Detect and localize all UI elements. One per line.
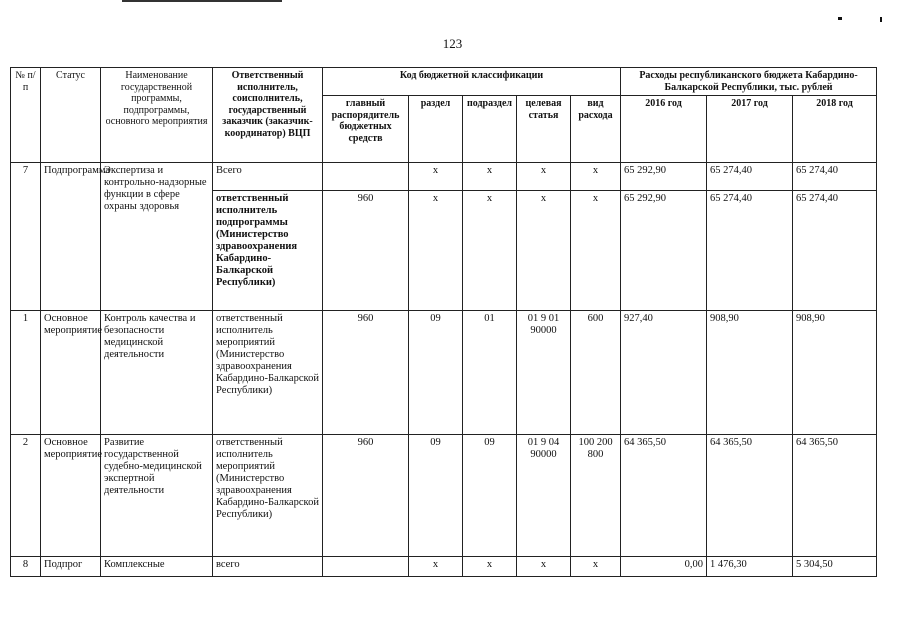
row-responsible: ответственный исполнитель мероприятий (Министерство здравоохранения Кабардино-Балкарской Республики) (213, 435, 323, 557)
row-2016: 927,40 (621, 311, 707, 435)
col-header-name: Наименование государственной программы, подпрограммы, основного мероприятия (101, 68, 213, 163)
table-row (11, 163, 877, 191)
row-section: 09 (409, 311, 463, 435)
row-2016: 65 292,90 (621, 163, 707, 191)
col-header-bk-code: Код бюджетной классификации (323, 68, 621, 96)
row-status: Подпрограмма (41, 163, 101, 311)
col-header-2017: 2017 год (707, 96, 793, 163)
row-grbs (323, 163, 409, 191)
table-row (11, 311, 877, 435)
row-name: Развитие государственной судебно-медицинской экспертной деятельности (101, 435, 213, 557)
scan-mark (838, 17, 842, 20)
row-target: x (517, 557, 571, 577)
page-number: 123 (442, 36, 463, 51)
row-type: x (571, 557, 621, 577)
row-name: Контроль качества и безопасности медицинской деятельности (101, 311, 213, 435)
row-grbs: 960 (323, 311, 409, 435)
row-name: Экспертиза и контрольно-надзорные функции в сфере охраны здоровья (101, 163, 213, 311)
row-section: 09 (409, 435, 463, 557)
header-row (11, 68, 877, 96)
top-edge-rule (122, 0, 282, 2)
row-2017: 65 274,40 (707, 191, 793, 311)
row-2018: 65 274,40 (793, 191, 877, 311)
row-target: x (517, 191, 571, 311)
row-section: x (409, 191, 463, 311)
row-2017: 65 274,40 (707, 163, 793, 191)
row-subsection: 09 (463, 435, 517, 557)
row-num: 2 (11, 435, 41, 557)
row-2016: 0,00 (621, 557, 707, 577)
row-subsection: x (463, 163, 517, 191)
row-num: 7 (11, 163, 41, 311)
row-num: 8 (11, 557, 41, 577)
row-target: 01 9 01 90000 (517, 311, 571, 435)
row-subsection: 01 (463, 311, 517, 435)
row-type: x (571, 191, 621, 311)
col-header-subsection: подраздел (463, 96, 517, 163)
row-subsection: x (463, 557, 517, 577)
row-type: 600 (571, 311, 621, 435)
col-header-grbs: главный распорядитель бюджетных средств (323, 96, 409, 163)
col-header-status: Статус (41, 68, 101, 163)
row-name: Комплексные (101, 557, 213, 577)
row-target: x (517, 163, 571, 191)
row-subsection: x (463, 191, 517, 311)
row-section: x (409, 163, 463, 191)
row-status: Основное мероприятие (41, 311, 101, 435)
row-grbs: 960 (323, 435, 409, 557)
row-2018: 64 365,50 (793, 435, 877, 557)
row-num: 1 (11, 311, 41, 435)
col-header-num: № п/п (11, 68, 41, 163)
row-grbs: 960 (323, 191, 409, 311)
row-2017: 1 476,30 (707, 557, 793, 577)
row-2018: 5 304,50 (793, 557, 877, 577)
row-status: Подпрог (41, 557, 101, 577)
table-row (11, 435, 877, 557)
scan-mark (880, 17, 882, 22)
row-grbs (323, 557, 409, 577)
col-header-expense-type: вид расхода (571, 96, 621, 163)
row-2018: 908,90 (793, 311, 877, 435)
row-status: Основное мероприятие (41, 435, 101, 557)
row-2016: 64 365,50 (621, 435, 707, 557)
col-header-2018: 2018 год (793, 96, 877, 163)
row-responsible-text: ответственный исполнитель подпрограммы (Министерство здравоохранения Кабардино-Балкарской Республики) (216, 193, 298, 288)
col-header-target-item: целевая статья (517, 96, 571, 163)
row-2017: 64 365,50 (707, 435, 793, 557)
table-row (11, 557, 877, 577)
row-2017: 908,90 (707, 311, 793, 435)
col-header-expenses: Расходы республиканского бюджета Кабардино-Балкарской Республики, тыс. рублей (621, 68, 877, 96)
row-target: 01 9 04 90000 (517, 435, 571, 557)
row-section: x (409, 557, 463, 577)
col-header-section: раздел (409, 96, 463, 163)
col-header-responsible: Ответственный исполнитель, соисполнитель, государственный заказчик (заказчик-координатор) ВЦП (213, 68, 323, 163)
budget-table (10, 67, 877, 577)
row-type: 100 200 800 (571, 435, 621, 557)
row-2018: 65 274,40 (793, 163, 877, 191)
row-responsible: всего (213, 557, 323, 577)
row-responsible: ответственный исполнитель мероприятий (Министерство здравоохранения Кабардино-Балкарской Республики) (213, 311, 323, 435)
col-header-2016: 2016 год (621, 96, 707, 163)
row-responsible: Всего (213, 163, 323, 191)
row-type: x (571, 163, 621, 191)
row-2016: 65 292,90 (621, 191, 707, 311)
row-responsible (213, 191, 323, 311)
